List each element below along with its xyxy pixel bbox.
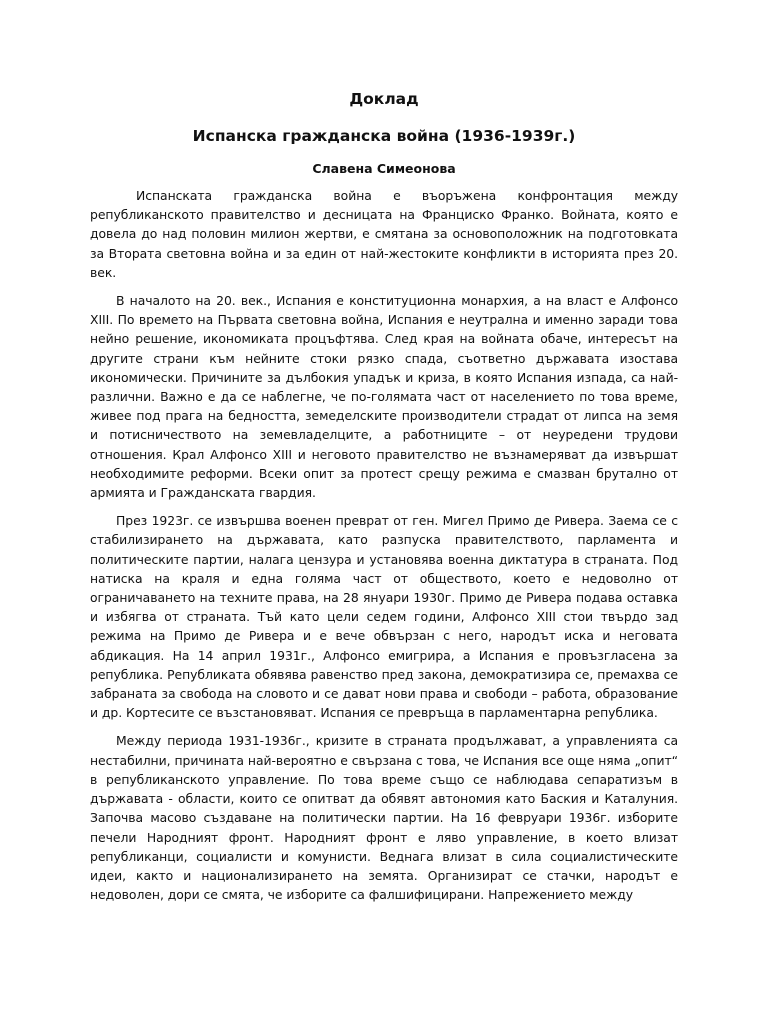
- paragraph-primo-de-rivera: През 1923г. се извършва военен преврат от ген. Мигел Примо де Ривера. Заема се с стабилизирането на държавата, като разпуска правителството, парламента и политическите партии, налага цензура и установява военна диктатура в страната. Под натиска на краля и една голяма част от обществото, което е недоволно от ограничаването на техните права, на 28 януари 1930г. Примо де Ривера подава оставка и избягва от страната. Тъй като цели седем години, Алфонсо XIII стои твърдо зад режима на Примо де Ривера и е вече обвързан с него, народът иска и неговата абдикация. На 14 април 1931г., Алфонсо емигрира, а Испания е провъзгласена за република. Републиката обявява равенство пред закона, демократизира се, премахва се забраната за свобода на словото и се дават нови права и свободи – работа, образование и др. Кортесите се възстановяват. Испания се превръща в парламентарна република.: [90, 513, 678, 721]
- document-body: [90, 186, 678, 904]
- paragraph-1931-1936: Между периода 1931-1936г., кризите в страната продължават, а управленията са нестабилни, причината най-вероятно е свързана с това, че Испания все още няма „опит“ в републиканското управление. По това време също се наблюдава сепаратизъм в държавата - области, които се опитват да обявят автономия като Баския и Каталуния. Започва масово създаване на политически партии. На 16 февруари 1936г. изборите печели Народният фронт. Народният фронт е ляво управление, в което влизат републиканци, социалисти и комунисти. Веднага влизат в сила социалистическите идеи, както и национализирането на земята. Организират се стачки, народът е недоволен, дори се смята, че изборите са фалшифицирани. Напрежението между: [90, 733, 678, 903]
- document-title: Доклад: [349, 90, 419, 108]
- paragraph-early-20th-century: В началото на 20. век., Испания е конституционна монархия, а на власт е Алфонсо XIII. По времето на Първата световна война, Испания е неутрална и именно заради това нейно решение, икономиката процъфтява. След края на войната обаче, интересът на другите страни към нейните стоки рязко спада, съответно държавата изостава икономически. Причините за дълбокия упадък и криза, в която Испания изпада, са най-различни. Важно е да се наблегне, че по-голямата част от населението по това време, живее под прага на бедността, земеделските производители страдат от липса на земя и потисничеството на земевладелците, а работниците – от неуредени трудови отношения. Крал Алфонсо XIII и неговото правителство не възнамеряват да извършат необходимите реформи. Всеки опит за протест срещу режима е смазван брутално от армията и Гражданската гвардия.: [90, 293, 678, 501]
- document-author: Славена Симеонова: [312, 161, 456, 176]
- document-subtitle: Испанска гражданска война (1936-1939г.): [192, 127, 576, 145]
- paragraph-intro: Испанската гражданска война е въоръжена конфронтация между републиканското правителство и десницата на Франциско Франко. Войната, която е довела до над половин милион жертви, е смятана за основоположник на подготовката за Втората световна война и за един от най-жестоките конфликти в историята през 20. век.: [90, 188, 678, 280]
